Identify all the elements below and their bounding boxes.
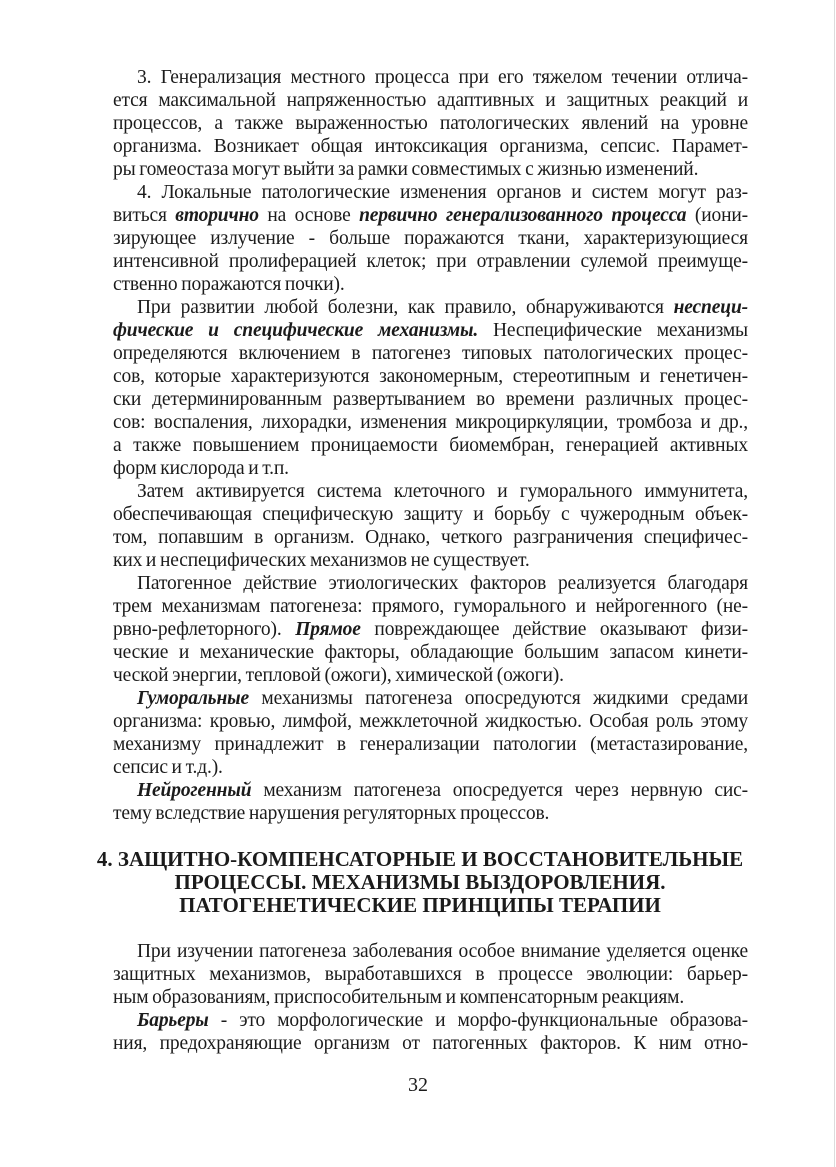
text-segment: механизмы патогенеза опосредуются жидкими средами <box>249 688 748 709</box>
text-line: Патогенное действие этиологических факторов реализуется благодаря <box>137 573 748 594</box>
emphasis-text: Гуморальные <box>137 688 249 709</box>
text-line: механизму принадлежит в генерализации патологии (метастазирование, <box>113 734 748 755</box>
emphasis-text: неспеци- <box>673 297 748 318</box>
paragraph <box>113 572 748 687</box>
text-segment: виться <box>113 205 176 226</box>
text-line: Затем активируется система клеточного и гуморального иммунитета, <box>137 481 748 502</box>
paragraph <box>113 181 748 296</box>
paragraph <box>113 480 748 572</box>
text-line <box>113 1009 748 1032</box>
text-line <box>113 687 748 710</box>
paragraph <box>113 779 748 825</box>
text-line: трем механизмам патогенеза: прямого, гуморального и нейрогенного (не- <box>113 596 748 617</box>
text-segment: механизм патогенеза опосредуется через нервную сис- <box>251 780 748 801</box>
text-line: интенсивной пролиферацией клеток; при отравлении сулемой преимуще- <box>113 251 748 272</box>
text-line: 3. Генерализация местного процесса при его тяжелом течении отлича- <box>137 67 748 88</box>
text-segment: Неспецифические механизмы <box>478 320 748 341</box>
text-segment: рвно-рефлеторного). <box>113 619 296 640</box>
text-segment: (иони- <box>686 205 748 226</box>
text-line: сов: воспаления, лихорадки, изменения микроциркуляции, тромбоза и др., <box>113 412 748 433</box>
text-line: защитных механизмов, выработавшихся в процессе эволюции: барьер- <box>113 964 748 985</box>
emphasis-text: Нейрогенный <box>137 780 252 801</box>
text-line: ческой энергии, тепловой (ожоги), химической (ожоги). <box>113 665 564 686</box>
text-line: сепсис и т.д.). <box>113 757 223 778</box>
text-segment: При развитии любой болезни, как правило, обнаруживаются <box>137 297 674 318</box>
heading-line: ПРОЦЕССЫ. МЕХАНИЗМЫ ВЫЗДОРОВЛЕНИЯ. <box>174 870 666 894</box>
text-segment: на основе <box>258 205 360 226</box>
text-line: ным образованиям, приспособительным и компенсаторным реакциям. <box>113 987 685 1008</box>
text-line: ственно поражаются почки). <box>113 274 345 295</box>
emphasis-text: вторично <box>175 205 259 226</box>
text-line: определяются включением в патогенез типовых патологических процес- <box>113 343 748 364</box>
paragraph <box>113 940 748 1009</box>
emphasis-text: фические и специфические механизмы. <box>113 320 479 341</box>
text-segment: - это морфологические и морфо-функциональные образова- <box>208 1010 748 1031</box>
page-number: 32 <box>408 1074 428 1096</box>
paragraph <box>113 687 748 779</box>
text-line: организма: кровью, лимфой, межклеточной жидкостью. Особая роль этому <box>113 711 748 732</box>
text-line: ски детерминированным развертыванием во времени различных процес- <box>113 389 748 410</box>
text-line: 4. Локальные патологические изменения органов и систем могут раз- <box>137 182 748 203</box>
text-line: ры гомеостаза могут выйти за рамки совместимых с жизнью изменений. <box>113 159 699 180</box>
text-line: ких и неспецифических механизмов не существует. <box>113 550 530 571</box>
text-line: организма. Возникает общая интоксикация организма, сепсис. Парамет- <box>113 136 748 157</box>
text-line: сов, которые характеризуются закономерным, стереотипным и генетичен- <box>113 366 748 387</box>
text-line: обеспечивающая специфическую защиту и борьбу с чужеродным объек- <box>113 504 748 525</box>
text-line <box>113 319 748 342</box>
heading-line: ПАТОГЕНЕТИЧЕСКИЕ ПРИНЦИПЫ ТЕРАПИИ <box>179 893 661 917</box>
text-line <box>113 296 748 319</box>
text-line: а также повышением проницаемости биомембран, генерацией активных <box>113 435 748 456</box>
paragraph <box>113 66 748 181</box>
text-line: ческие и механические факторы, обладающие большим запасом кинети- <box>113 642 748 663</box>
text-line: форм кислорода и т.п. <box>113 458 289 479</box>
text-line: При изучении патогенеза заболевания особое внимание уделяется оценке <box>137 941 748 962</box>
text-column-bottom <box>113 940 748 1055</box>
text-line: ется максимальной напряженностью адаптивных и защитных реакций и <box>113 90 748 111</box>
paragraph <box>113 1009 748 1055</box>
emphasis-text: первично генерализованного процесса <box>359 205 687 226</box>
text-line <box>113 204 748 227</box>
text-line <box>113 779 748 802</box>
emphasis-text: Барьеры <box>137 1010 209 1031</box>
scan-edge <box>834 0 835 1167</box>
paragraph <box>113 296 748 480</box>
text-line: том, попавшим в организм. Однако, четкого разграничения специфичес- <box>113 527 748 548</box>
text-line: ния, предохраняющие организм от патогенных факторов. К ним отно- <box>113 1033 748 1054</box>
text-line: зирующее излучение - больше поражаются ткани, характеризующиеся <box>113 228 748 249</box>
text-line: процессов, а также выраженностью патологических явлений на уровне <box>113 113 748 134</box>
text-column-top <box>113 66 748 825</box>
section-heading <box>88 848 752 917</box>
text-line <box>113 618 748 641</box>
text-line: тему вследствие нарушения регуляторных процессов. <box>113 803 550 824</box>
emphasis-text: Прямое <box>295 619 361 640</box>
heading-line: 4. ЗАЩИТНО-КОМПЕНСАТОРНЫЕ И ВОССТАНОВИТЕЛЬНЫЕ <box>96 847 744 871</box>
text-segment: повреждающее действие оказывают физи- <box>360 619 748 640</box>
